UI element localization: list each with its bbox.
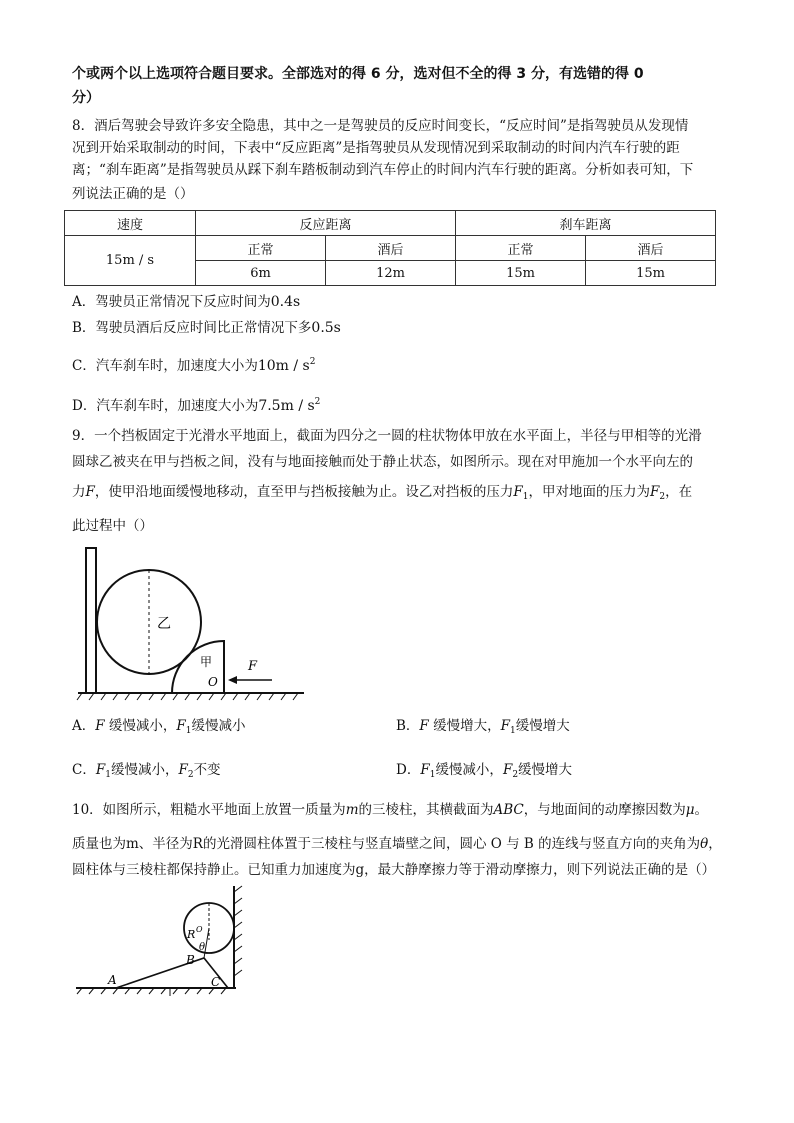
cell-brake-drunk: 15m [586,261,716,286]
q8-option-d[interactable]: D．汽车刹车时，加速度大小为$7.5m / s^2$ [72,397,321,414]
cell-brake-normal: 15m [456,261,586,286]
label-theta: θ [199,942,206,953]
cell-speed: 15m / s [65,236,196,286]
label-jia: 甲 [200,655,213,669]
q10-stem-1: 10．如图所示，粗糙水平地面上放置一质量为m的三棱柱，其横截面为ABC，与地面间的动摩擦因数为μ。 [72,802,709,818]
q9-figure [72,540,312,705]
th-braking-distance: 刹车距离 [456,211,716,236]
baffle-board [86,548,96,693]
th-reaction-distance: 反应距离 [196,211,456,236]
cell-reaction-drunk: 12m [326,261,456,286]
q10-figure [72,882,252,1002]
th-speed: 速度 [65,211,196,236]
q9-option-c[interactable]: C．$F_1$缓慢减小，$F_2$不变 [72,762,221,780]
header-line-1: 个或两个以上选项符合题目要求。全部选对的得 6 分，选对但不全的得 3 分，有选错的得 0 [72,66,644,82]
header-line-2: 分） [72,90,100,106]
q10-stem-2: 质量也为m、半径为R的光滑圆柱体置于三棱柱与竖直墙壁之间，圆心 O 与 B 的连线与竖直方向的夹角为θ， [72,836,722,852]
label-o-center: O [196,925,203,934]
label-f: F [248,659,258,674]
q8-option-a[interactable]: A．驾驶员正常情况下反应时间为0.4s [72,294,301,310]
q9-option-d[interactable]: D．$F_1$缓慢减小，$F_2$缓慢增大 [396,762,573,780]
label-r: R [187,928,196,941]
cell-reaction-normal: 6m [196,261,326,286]
wall-hatch [234,886,242,976]
q10-stem-3: 圆柱体与三棱柱都保持静止。已知重力加速度为g，最大静摩擦力等于滑动摩擦力，则下列说法正确的是（） [72,862,716,878]
label-yi: 乙 [157,616,171,632]
th-brake-drunk: 酒后 [586,236,716,261]
q8-stem-2: 况到开始采取制动的时间，下表中“反应距离”是指驾驶员从发现情况到采取制动的时间内汽车行驶的距 [72,140,680,156]
label-o: O [208,675,218,689]
q9-stem-1: 9．一个挡板固定于光滑水平地面上，截面为四分之一圆的柱状物体甲放在水平面上，半径与甲相等的光滑 [72,428,702,444]
th-reaction-normal: 正常 [196,236,326,261]
q9-stem-4: 此过程中（） [72,518,153,534]
q8-stem-4: 列说法正确的是（） [72,186,194,202]
th-reaction-drunk: 酒后 [326,236,456,261]
q9-stem-2: 圆球乙被夹在甲与挡板之间，没有与地面接触而处于静止状态，如图所示。现在对甲施加一个水平向左的 [72,454,693,470]
q8-stem-3: 离；“刹车距离”是指驾驶员从踩下刹车踏板制动到汽车停止的时间内汽车行驶的距离。分析如表可知，下 [72,162,694,178]
q8-option-b[interactable]: B．驾驶员酒后反应时间比正常情况下多0.5s [72,320,341,336]
th-brake-normal: 正常 [456,236,586,261]
force-arrowhead [228,676,237,684]
label-a: A [108,973,117,987]
ground-hatch [77,693,298,700]
q8-data-table [64,210,716,286]
q8-option-c[interactable]: C．汽车刹车时，加速度大小为$10m / s^2$ [72,357,316,374]
q9-option-b[interactable]: B．F 缓慢增大，$F_1$缓慢增大 [396,718,570,736]
q8-stem-1: 8．酒后驾驶会导致许多安全隐患，其中之一是驾驶员的反应时间变长，“反应时间”是指驾驶员从发现情 [72,118,689,134]
q9-stem-3: 力F，使甲沿地面缓慢地移动，直至甲与挡板接触为止。设乙对挡板的压力$F_1$，甲对地面的压力为$F_2$，在 [72,484,693,502]
q9-option-a[interactable]: A．F 缓慢减小，$F_1$缓慢减小 [72,718,246,736]
label-c: C [211,975,221,989]
label-b: B [186,953,195,967]
